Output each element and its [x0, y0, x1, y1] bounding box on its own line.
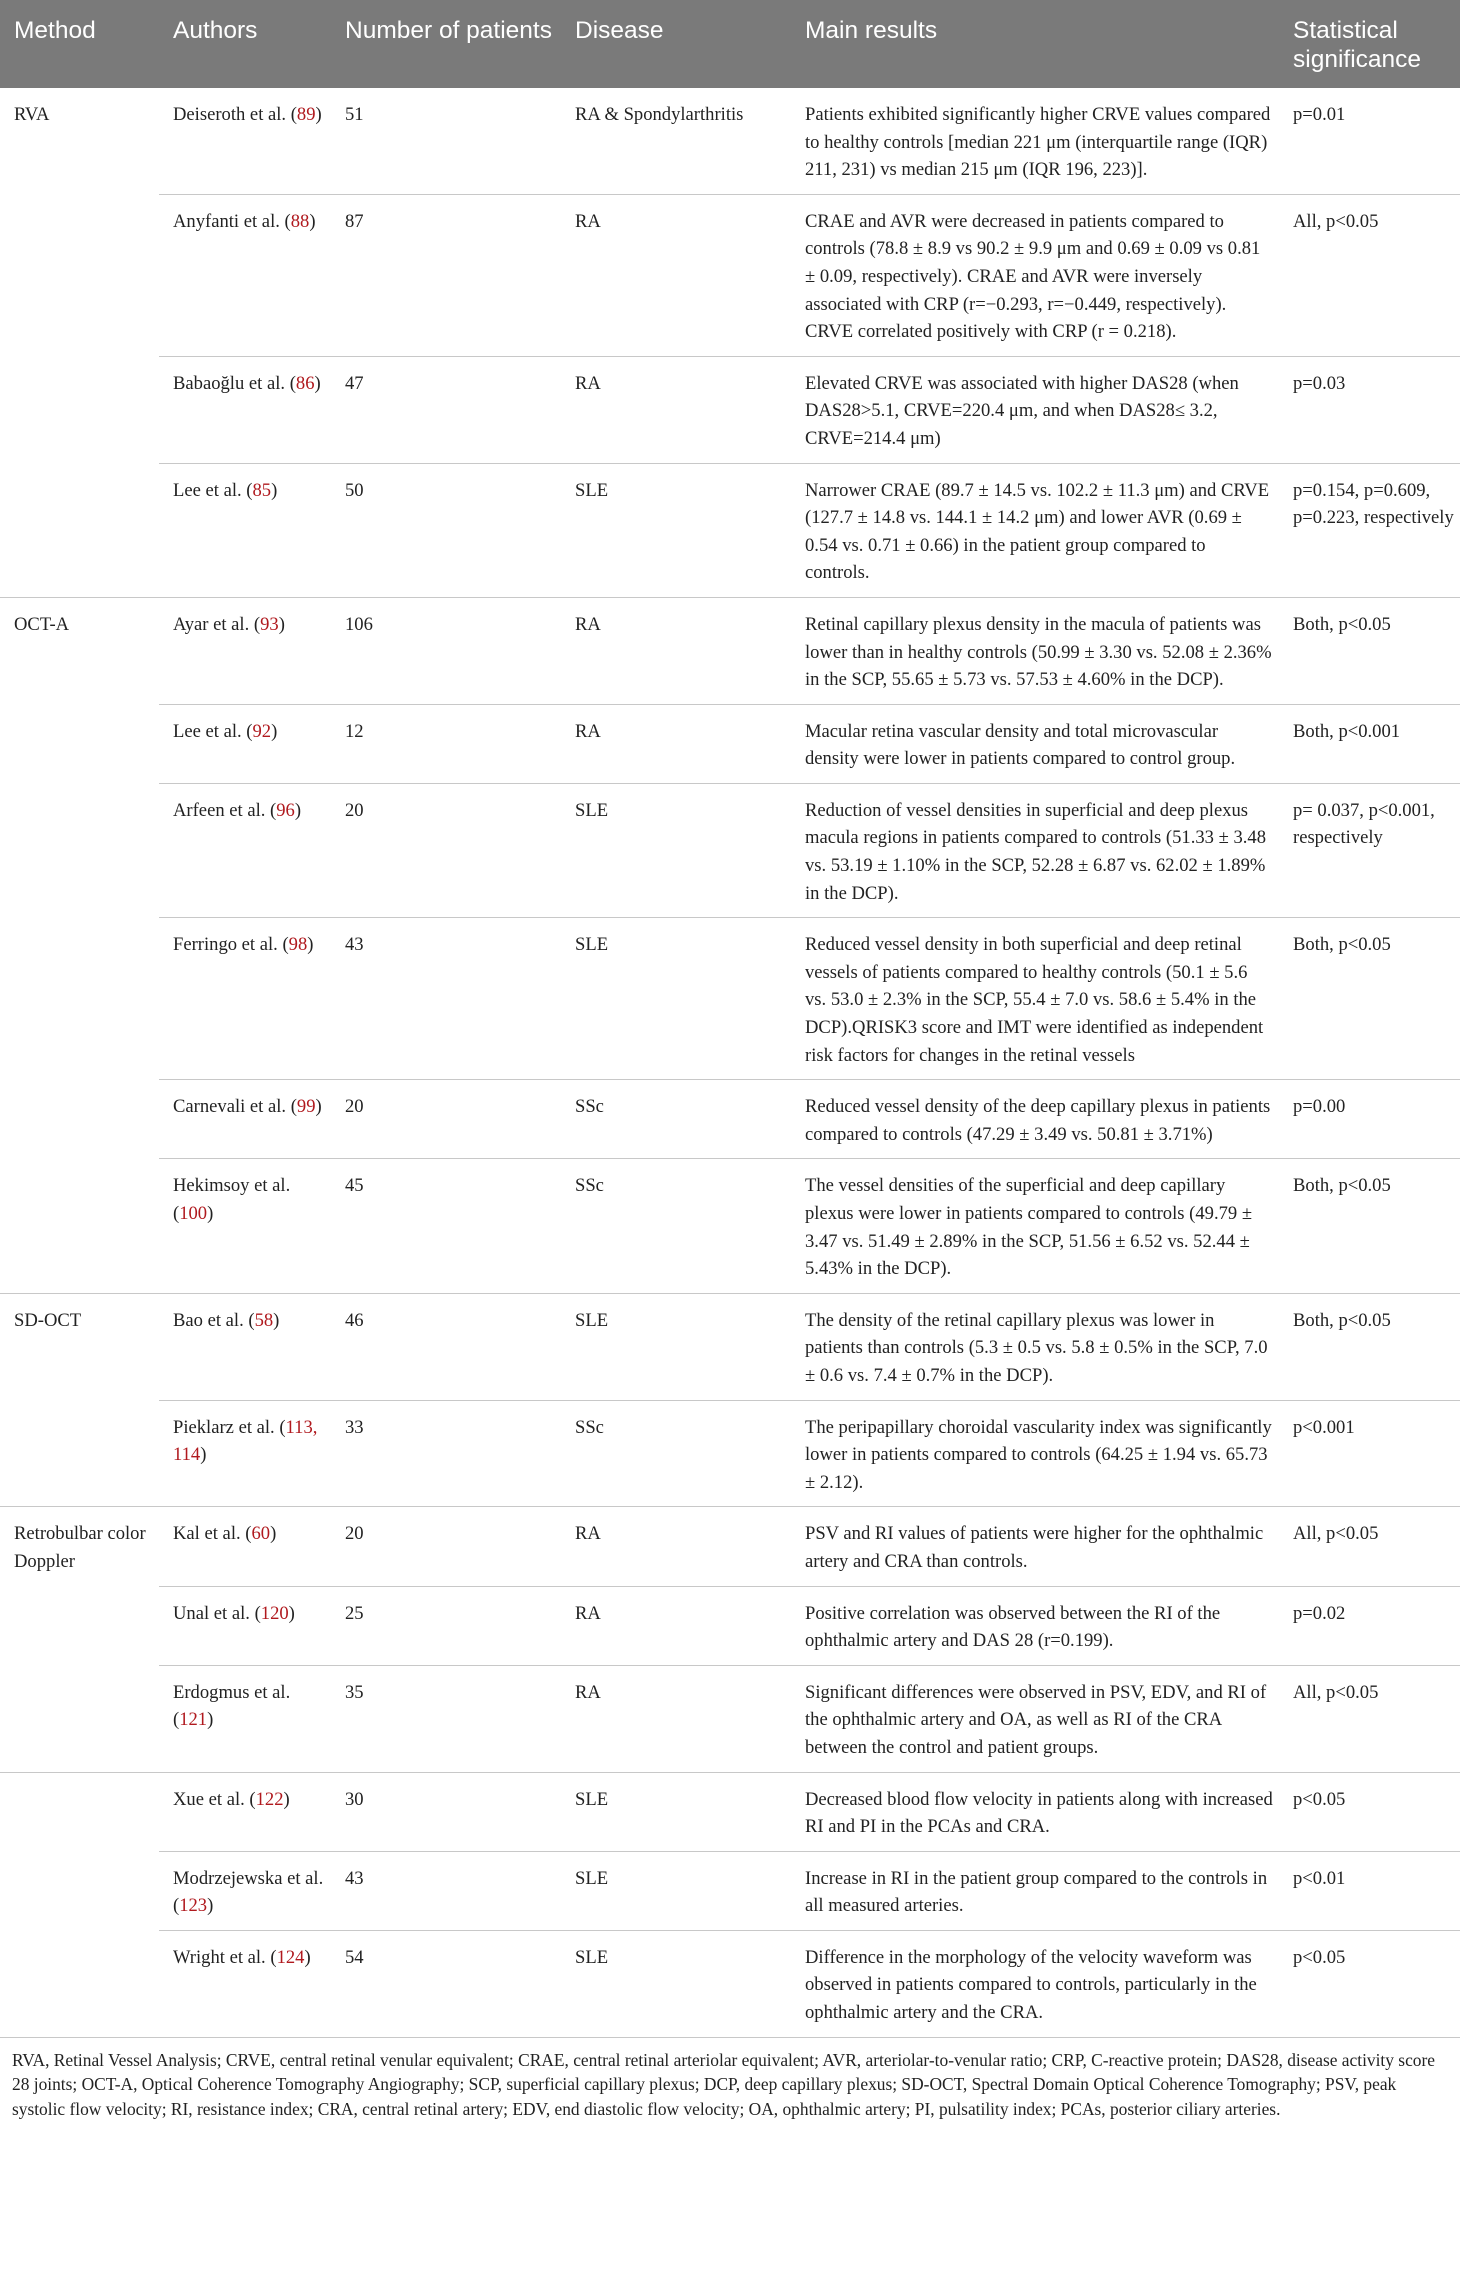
- disease-cell: SLE: [561, 1851, 791, 1930]
- table-row: [0, 463, 1460, 597]
- authors-cell: Ayar et al. (93): [159, 597, 331, 704]
- disease-cell: SLE: [561, 783, 791, 917]
- significance-cell: p=0.00: [1279, 1080, 1460, 1159]
- table-row: [0, 1400, 1460, 1507]
- main-results-cell: Macular retina vascular density and total microvascular density were lower in patients compared to control group.: [791, 704, 1279, 783]
- authors-cell: Carnevali et al. (99): [159, 1080, 331, 1159]
- table-body: [0, 88, 1460, 2037]
- main-results-cell: The vessel densities of the superficial and deep capillary plexus were lower in patients compared to controls (49.79 ± 3.47 vs. 51.49 ± 2.89% in the SCP, 51.56 ± 6.52 vs. 52.44 ± 5.43% in the DCP).: [791, 1159, 1279, 1293]
- disease-cell: SLE: [561, 1293, 791, 1400]
- author-name: Bao et al.: [173, 1309, 244, 1331]
- main-results-cell: Retinal capillary plexus density in the macula of patients was lower than in healthy controls (50.99 ± 3.30 vs. 52.08 ± 2.36% in the SCP, 55.65 ± 5.73 vs. 57.53 ± 4.60% in the DCP).: [791, 597, 1279, 704]
- author-name: Xue et al.: [173, 1788, 245, 1810]
- reference-link[interactable]: 123: [179, 1895, 208, 1917]
- reference-link[interactable]: 113, 114: [173, 1416, 318, 1466]
- reference-link[interactable]: 60: [251, 1523, 271, 1545]
- patients-count-cell: 50: [331, 463, 561, 597]
- header-number-of-patients: Number of patients: [331, 0, 561, 88]
- patients-count-cell: 35: [331, 1665, 561, 1772]
- author-name: Babaoğlu et al.: [173, 372, 286, 394]
- reference-link[interactable]: 124: [276, 1946, 305, 1968]
- header-main-results: Main results: [791, 0, 1279, 88]
- reference-link[interactable]: 120: [260, 1602, 289, 1624]
- authors-cell: Lee et al. (92): [159, 704, 331, 783]
- table-row: [0, 704, 1460, 783]
- disease-cell: RA: [561, 1507, 791, 1586]
- table-row: [0, 597, 1460, 704]
- author-name: Wright et al.: [173, 1946, 266, 1968]
- reference-link[interactable]: 58: [254, 1309, 274, 1331]
- patients-count-cell: 106: [331, 597, 561, 704]
- significance-cell: Both, p<0.05: [1279, 1293, 1460, 1400]
- method-cell: [0, 463, 159, 597]
- author-name: Kal et al.: [173, 1523, 241, 1545]
- significance-cell: p<0.001: [1279, 1400, 1460, 1507]
- disease-cell: SSc: [561, 1159, 791, 1293]
- authors-cell: Arfeen et al. (96): [159, 783, 331, 917]
- reference-link[interactable]: 96: [276, 799, 295, 821]
- method-cell: RVA: [14, 104, 50, 125]
- authors-cell: Kal et al. (60): [159, 1507, 331, 1586]
- authors-cell: Deiseroth et al. (89): [159, 88, 331, 194]
- method-cell: [0, 783, 159, 917]
- significance-cell: p=0.154, p=0.609, p=0.223, respectively: [1279, 463, 1460, 597]
- method-cell: [0, 1851, 159, 1930]
- method-cell: [0, 194, 159, 356]
- disease-cell: RA: [561, 1586, 791, 1665]
- table-row: [0, 783, 1460, 917]
- author-name: Arfeen et al.: [173, 799, 266, 821]
- method-cell: [0, 1159, 159, 1293]
- patients-count-cell: 20: [331, 783, 561, 917]
- table-row: [0, 194, 1460, 356]
- author-name: Carnevali et al.: [173, 1096, 287, 1118]
- table-row: [0, 1851, 1460, 1930]
- reference-link[interactable]: 93: [260, 613, 279, 635]
- reference-link[interactable]: 92: [252, 720, 272, 742]
- significance-cell: p<0.05: [1279, 1930, 1460, 2037]
- method-cell: [0, 1930, 159, 2037]
- main-results-cell: Increase in RI in the patient group compared to the controls in all measured arteries.: [791, 1851, 1279, 1930]
- table-row: [0, 1080, 1460, 1159]
- disease-cell: RA: [561, 356, 791, 463]
- table-row: [0, 1586, 1460, 1665]
- patients-count-cell: 12: [331, 704, 561, 783]
- disease-cell: SSc: [561, 1400, 791, 1507]
- header-row: [0, 0, 1460, 88]
- patients-count-cell: 45: [331, 1159, 561, 1293]
- authors-cell: Wright et al. (124): [159, 1930, 331, 2037]
- authors-cell: Hekimsoy et al. (100): [159, 1159, 331, 1293]
- authors-cell: Pieklarz et al. (113, 114): [159, 1400, 331, 1507]
- disease-cell: RA: [561, 1665, 791, 1772]
- disease-cell: SLE: [561, 1930, 791, 2037]
- patients-count-cell: 47: [331, 356, 561, 463]
- author-name: Lee et al.: [173, 720, 242, 742]
- reference-link[interactable]: 99: [296, 1096, 316, 1118]
- method-cell: [0, 918, 159, 1080]
- main-results-cell: CRAE and AVR were decreased in patients compared to controls (78.8 ± 8.9 vs 90.2 ± 9.9 μm and 0.69 ± 0.09 vs 0.81 ± 0.09, respectively). CRAE and AVR were inversely associated with CRP (r=−0.293, r=−0.449, respectively). CRVE correlated positively with CRP (r = 0.218).: [791, 194, 1279, 356]
- header-statistical-significance: Statistical significance: [1279, 0, 1460, 88]
- significance-cell: Both, p<0.05: [1279, 1159, 1460, 1293]
- reference-link[interactable]: 98: [288, 934, 308, 956]
- patients-count-cell: 43: [331, 1851, 561, 1930]
- main-results-cell: Patients exhibited significantly higher CRVE values compared to healthy controls [median 221 μm (interquartile range (IQR) 211, 231) vs median 215 μm (IQR 196, 223)].: [791, 88, 1279, 194]
- disease-cell: RA & Spondylarthritis: [561, 88, 791, 194]
- main-results-cell: Narrower CRAE (89.7 ± 14.5 vs. 102.2 ± 11.3 μm) and CRVE (127.7 ± 14.8 vs. 144.1 ± 14.2 μm) and lower AVR (0.69 ± 0.54 vs. 0.71 ± 0.66) in the patient group compared to controls.: [791, 463, 1279, 597]
- main-results-cell: Significant differences were observed in PSV, EDV, and RI of the ophthalmic artery and OA, as well as RI of the CRA between the control and patient groups.: [791, 1665, 1279, 1772]
- patients-count-cell: 20: [331, 1080, 561, 1159]
- reference-link[interactable]: 88: [290, 210, 310, 232]
- disease-cell: SLE: [561, 918, 791, 1080]
- reference-link[interactable]: 122: [255, 1788, 284, 1810]
- authors-cell: Lee et al. (85): [159, 463, 331, 597]
- significance-cell: All, p<0.05: [1279, 1665, 1460, 1772]
- author-name: Erdogmus et al.: [173, 1681, 291, 1703]
- patients-count-cell: 46: [331, 1293, 561, 1400]
- main-results-cell: Positive correlation was observed between the RI of the ophthalmic artery and DAS 28 (r=0.199).: [791, 1586, 1279, 1665]
- table-row: [0, 1293, 1460, 1400]
- table-row: [0, 1665, 1460, 1772]
- footnote: RVA, Retinal Vessel Analysis; CRVE, central retinal venular equivalent; CRAE, central retinal arteriolar equivalent; AVR, arteriolar-to-venular ratio; CRP, C-reactive protein; DAS28, disease activity score 28 joints; OCT-A, Optical Coherence Tomography Angiography; SCP, superficial capillary plexus; DCP, deep capillary plexus; SD-OCT, Spectral Domain Optical Coherence Tomography; PSV, peak systolic flow velocity; RI, resistance index; CRA, central retinal artery; EDV, end diastolic flow velocity; OA, ophthalmic artery; PI, pulsatility index; PCAs, posterior ciliary arteries.: [12, 2049, 1436, 2119]
- header-disease: Disease: [561, 0, 791, 88]
- disease-cell: SLE: [561, 1772, 791, 1851]
- header-method: Method: [0, 0, 159, 88]
- main-results-cell: Decreased blood flow velocity in patients along with increased RI and PI in the PCAs and CRA.: [791, 1772, 1279, 1851]
- reference-link[interactable]: 86: [295, 372, 315, 394]
- significance-cell: Both, p<0.001: [1279, 704, 1460, 783]
- significance-cell: p=0.01: [1279, 88, 1460, 194]
- reference-link[interactable]: 121: [179, 1709, 208, 1731]
- table-row: [0, 1772, 1460, 1851]
- significance-cell: All, p<0.05: [1279, 194, 1460, 356]
- disease-cell: RA: [561, 597, 791, 704]
- authors-cell: Unal et al. (120): [159, 1586, 331, 1665]
- authors-cell: Bao et al. (58): [159, 1293, 331, 1400]
- disease-cell: SSc: [561, 1080, 791, 1159]
- patients-count-cell: 54: [331, 1930, 561, 2037]
- method-cell: [0, 1080, 159, 1159]
- significance-cell: p=0.02: [1279, 1586, 1460, 1665]
- authors-cell: Modrzejewska et al. (123): [159, 1851, 331, 1930]
- method-cell: [0, 356, 159, 463]
- author-name: Ayar et al.: [173, 613, 250, 635]
- patients-count-cell: 51: [331, 88, 561, 194]
- patients-count-cell: 20: [331, 1507, 561, 1586]
- method-cell: SD-OCT: [14, 1309, 82, 1331]
- table-row: [0, 356, 1460, 463]
- method-cell: OCT-A: [14, 613, 70, 635]
- author-name: Ferringo et al.: [173, 934, 278, 956]
- main-results-cell: Reduction of vessel densities in superficial and deep plexus macula regions in patients compared to controls (51.33 ± 3.48 vs. 53.19 ± 1.10% in the SCP, 52.28 ± 6.87 vs. 62.02 ± 1.89% in the DCP).: [791, 783, 1279, 917]
- authors-cell: Babaoğlu et al. (86): [159, 356, 331, 463]
- main-results-cell: PSV and RI values of patients were higher for the ophthalmic artery and CRA than controls.: [791, 1507, 1279, 1586]
- author-name: Modrzejewska et al.: [173, 1867, 324, 1889]
- significance-cell: p= 0.037, p<0.001, respectively: [1279, 783, 1460, 917]
- reference-link[interactable]: 100: [179, 1203, 208, 1224]
- reference-link[interactable]: 85: [252, 479, 272, 501]
- main-results-cell: Difference in the morphology of the velocity waveform was observed in patients compared to controls, particularly in the ophthalmic artery and the CRA.: [791, 1930, 1279, 2037]
- patients-count-cell: 25: [331, 1586, 561, 1665]
- method-cell: [0, 1586, 159, 1665]
- significance-cell: Both, p<0.05: [1279, 918, 1460, 1080]
- significance-cell: All, p<0.05: [1279, 1507, 1460, 1586]
- disease-cell: RA: [561, 704, 791, 783]
- disease-cell: SLE: [561, 463, 791, 597]
- header-authors: Authors: [159, 0, 331, 88]
- main-results-cell: Reduced vessel density of the deep capillary plexus in patients compared to controls (47.29 ± 3.49 vs. 50.81 ± 3.71%): [791, 1080, 1279, 1159]
- author-name: Hekimsoy et al.: [173, 1175, 291, 1197]
- table-row: [0, 1507, 1460, 1586]
- method-cell: Retrobulbar color Doppler: [14, 1523, 146, 1572]
- disease-cell: RA: [561, 194, 791, 356]
- author-name: Lee et al.: [173, 479, 242, 501]
- significance-cell: Both, p<0.05: [1279, 597, 1460, 704]
- patients-count-cell: 30: [331, 1772, 561, 1851]
- authors-cell: Erdogmus et al. (121): [159, 1665, 331, 1772]
- main-results-cell: Elevated CRVE was associated with higher DAS28 (when DAS28>5.1, CRVE=220.4 μm, and when DAS28≤ 3.2, CRVE=214.4 μm): [791, 356, 1279, 463]
- significance-cell: p<0.05: [1279, 1772, 1460, 1851]
- table-row: [0, 918, 1460, 1080]
- method-cell: [0, 704, 159, 783]
- authors-cell: Anyfanti et al. (88): [159, 194, 331, 356]
- author-name: Pieklarz et al.: [173, 1416, 275, 1438]
- authors-cell: Ferringo et al. (98): [159, 918, 331, 1080]
- author-name: Deiseroth et al.: [173, 104, 287, 125]
- significance-cell: p=0.03: [1279, 356, 1460, 463]
- patients-count-cell: 87: [331, 194, 561, 356]
- method-cell: [0, 1772, 159, 1851]
- table-row: [0, 1930, 1460, 2037]
- method-cell: [0, 1400, 159, 1507]
- main-results-cell: The density of the retinal capillary plexus was lower in patients than controls (5.3 ± 0.5 vs. 5.8 ± 0.5% in the SCP, 7.0 ± 0.6 vs. 7.4 ± 0.7% in the DCP).: [791, 1293, 1279, 1400]
- patients-count-cell: 43: [331, 918, 561, 1080]
- main-results-cell: The peripapillary choroidal vascularity index was significantly lower in patients compared to controls (64.25 ± 1.94 vs. 65.73 ± 2.12).: [791, 1400, 1279, 1507]
- author-name: Anyfanti et al.: [173, 210, 280, 232]
- method-cell: [0, 1665, 159, 1772]
- patients-count-cell: 33: [331, 1400, 561, 1507]
- authors-cell: Xue et al. (122): [159, 1772, 331, 1851]
- author-name: Unal et al.: [173, 1602, 250, 1624]
- main-results-cell: Reduced vessel density in both superficial and deep retinal vessels of patients compared to healthy controls (50.1 ± 5.6 vs. 53.0 ± 2.3% in the SCP, 55.4 ± 7.0 vs. 58.6 ± 5.4% in the DCP).QRISK3 score and IMT were identified as independent risk factors for changes in the retinal vessels: [791, 918, 1279, 1080]
- table-row: [0, 1159, 1460, 1293]
- significance-cell: p<0.01: [1279, 1851, 1460, 1930]
- reference-link[interactable]: 89: [296, 104, 316, 125]
- table-row: [0, 88, 1460, 194]
